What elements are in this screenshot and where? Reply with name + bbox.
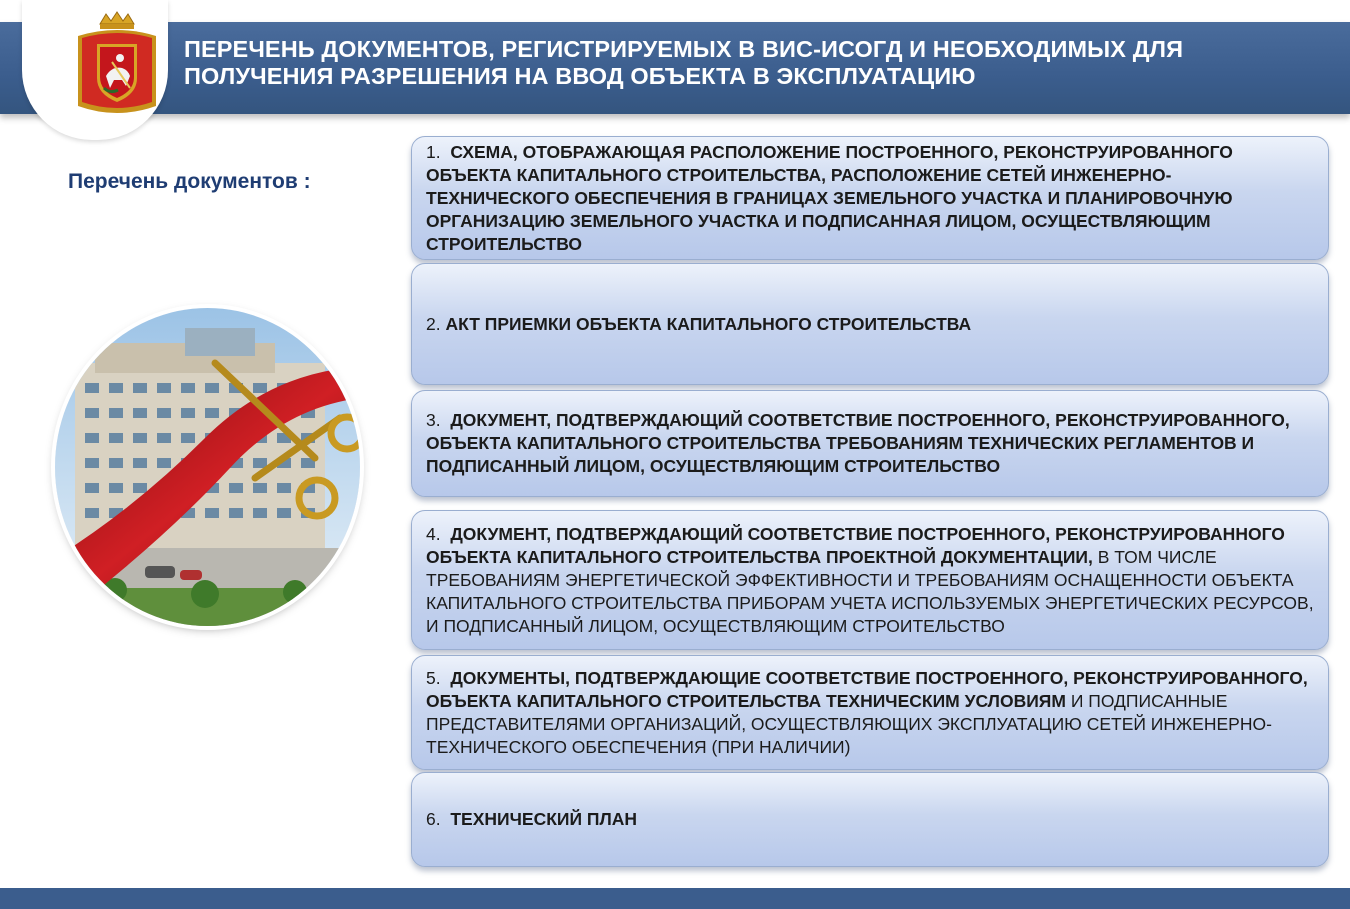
document-item-5-bold: ДОКУМЕНТЫ, ПОДТВЕРЖДАЮЩИЕ СООТВЕТСТВИЕ ПОСТРОЕННОГО, РЕКОНСТРУИРОВАННОГО, ОБЪЕКТА КАПИТАЛЬНОГО СТРОИТЕЛЬСТВА ТЕХНИЧЕСКИМ УСЛОВИЯМ bbox=[426, 667, 1308, 711]
document-item-5 bbox=[411, 655, 1329, 770]
document-item-6-bold: ТЕХНИЧЕСКИЙ ПЛАН bbox=[450, 809, 638, 829]
document-item-2-bold: АКТ ПРИЕМКИ ОБЪЕКТА КАПИТАЛЬНОГО СТРОИТЕЛЬСТВА bbox=[445, 313, 972, 334]
footer-band bbox=[0, 888, 1350, 909]
document-item-1-bold: СХЕМА, ОТОБРАЖАЮЩАЯ РАСПОЛОЖЕНИЕ ПОСТРОЕННОГО, РЕКОНСТРУИРОВАННОГО ОБЪЕКТА КАПИТАЛЬНОГО СТРОИТЕЛЬСТВА, РАСПОЛОЖЕНИЕ СЕТЕЙ ИНЖЕНЕРНО-ТЕХНИЧЕСКОГО ОБЕСПЕЧЕНИЯ В ГРАНИЦАХ ЗЕМЕЛЬНОГО УЧАСТКА И ПЛАНИРОВОЧНУЮ ОРГАНИЗАЦИЮ ЗЕМЕЛЬНОГО УЧАСТКА И ПОДПИСАННАЯ ЛИЦОМ, ОСУЩЕСТВЛЯЮЩИМ СТРОИТЕЛЬСТВО bbox=[426, 141, 1233, 254]
page-title-line-2: ПОЛУЧЕНИЯ РАЗРЕШЕНИЯ НА ВВОД ОБЪЕКТА В ЭКСПЛУАТАЦИЮ bbox=[184, 63, 976, 89]
document-item-1-text bbox=[426, 141, 1314, 256]
document-item-5-number: 5. bbox=[426, 667, 441, 688]
coat-of-arms-icon bbox=[70, 10, 164, 120]
document-item-3-bold: ДОКУМЕНТ, ПОДТВЕРЖДАЮЩИЙ СООТВЕТСТВИЕ ПОСТРОЕННОГО, РЕКОНСТРУИРОВАННОГО, ОБЪЕКТА КАПИТАЛЬНОГО СТРОИТЕЛЬСТВА ТРЕБОВАНИЯМ ТЕХНИЧЕСКИХ РЕГЛАМЕНТОВ И ПОДПИСАННЫЙ ЛИЦОМ, ОСУЩЕСТВЛЯЮЩИМ СТРОИТЕЛЬСТВО bbox=[426, 410, 1290, 476]
page-title-line-1: ПЕРЕЧЕНЬ ДОКУМЕНТОВ, РЕГИСТРИРУЕМЫХ В ВИС-ИСОГД И НЕОБХОДИМЫХ ДЛЯ bbox=[184, 36, 1184, 62]
emblem-disc bbox=[22, 0, 168, 140]
document-item-3-number: 3. bbox=[426, 410, 441, 430]
document-item-4-text bbox=[426, 523, 1314, 638]
document-item-2-number: 2. bbox=[426, 313, 441, 334]
document-item-2 bbox=[411, 263, 1329, 385]
document-item-4 bbox=[411, 510, 1329, 650]
document-item-4-bold: ДОКУМЕНТ, ПОДТВЕРЖДАЮЩИЙ СООТВЕТСТВИЕ ПОСТРОЕННОГО, РЕКОНСТРУИРОВАННОГО ОБЪЕКТА КАПИТАЛЬНОГО СТРОИТЕЛЬСТВА ПРОЕКТНОЙ ДОКУМЕНТАЦИИ, bbox=[426, 523, 1285, 567]
document-item-2-text bbox=[426, 313, 971, 336]
document-item-5-plain: И ПОДПИСАННЫЕ ПРЕДСТАВИТЕЛЯМИ ОРГАНИЗАЦИЙ, ОСУЩЕСТВЛЯЮЩИХ ЭКСПЛУАТАЦИЮ СЕТЕЙ ИНЖЕНЕРНО-ТЕХНИЧЕСКОГО ОБЕСПЕЧЕНИЯ (ПРИ НАЛИЧИИ) bbox=[426, 690, 1272, 757]
document-item-6-text bbox=[426, 808, 637, 831]
document-item-4-number: 4. bbox=[426, 523, 441, 544]
document-item-1-number: 1. bbox=[426, 141, 441, 162]
page-title bbox=[184, 36, 1304, 90]
document-item-6-number: 6. bbox=[426, 809, 441, 829]
building-ribbon-image bbox=[55, 308, 360, 626]
document-item-5-text bbox=[426, 667, 1314, 759]
document-list-label: Перечень документов : bbox=[68, 170, 311, 193]
document-item-3 bbox=[411, 390, 1329, 497]
building-ribbon-illustration bbox=[55, 308, 360, 626]
document-item-4-plain: В ТОМ ЧИСЛЕ ТРЕБОВАНИЯМ ЭНЕРГЕТИЧЕСКОЙ ЭФФЕКТИВНОСТИ И ТРЕБОВАНИЯМ ОСНАЩЕННОСТИ ОБЪЕКТА КАПИТАЛЬНОГО СТРОИТЕЛЬСТВА ПРИБОРАМ УЧЕТА ИСПОЛЬЗУЕМЫХ ЭНЕРГЕТИЧЕСКИХ РЕСУРСОВ, И ПОДПИСАННЫЙ ЛИЦОМ, ОСУЩЕСТВЛЯЮЩИМ СТРОИТЕЛЬСТВО bbox=[426, 546, 1314, 636]
document-item-6 bbox=[411, 772, 1329, 867]
document-item-3-text bbox=[426, 409, 1314, 478]
document-item-1 bbox=[411, 136, 1329, 260]
